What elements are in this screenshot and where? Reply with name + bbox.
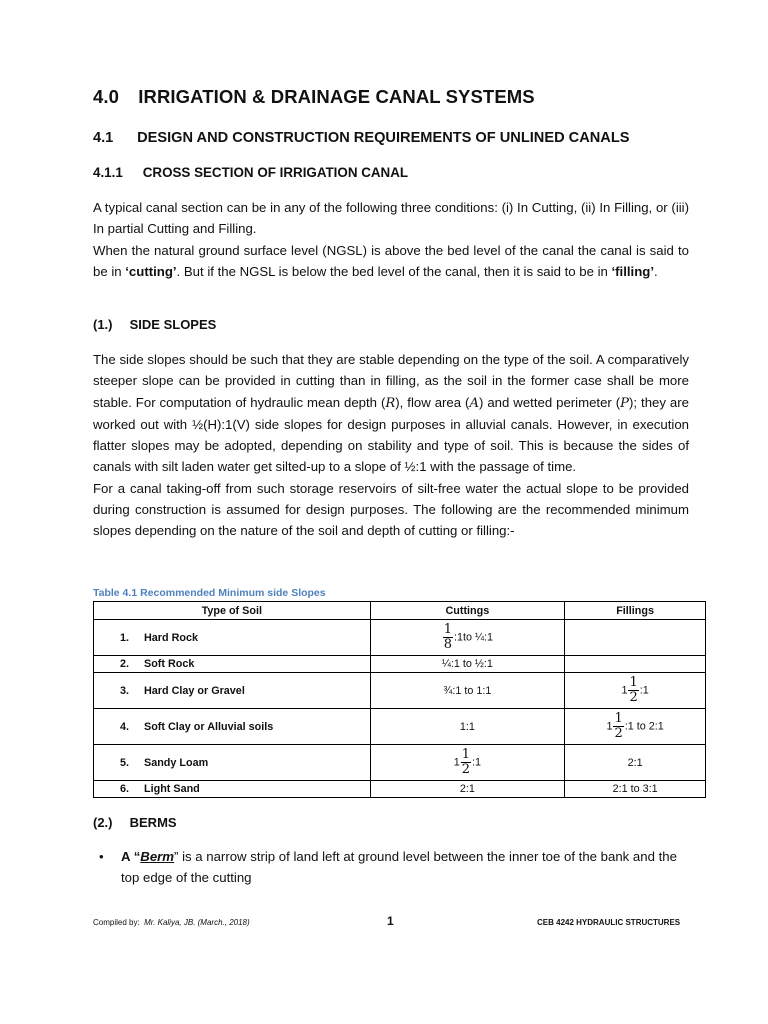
cuttings-value: :1 bbox=[472, 756, 482, 769]
fraction-numerator: 1 bbox=[461, 747, 470, 762]
fillings-cell bbox=[565, 656, 706, 673]
soil-cell bbox=[94, 673, 371, 709]
side-slopes-heading bbox=[93, 317, 216, 332]
row-number: 2. bbox=[120, 658, 130, 670]
heading-number: 4.0 bbox=[93, 86, 120, 107]
soil-type: Hard Clay or Gravel bbox=[144, 684, 245, 697]
fraction-denominator: 2 bbox=[461, 762, 470, 777]
table-row bbox=[94, 781, 706, 798]
cuttings-cell bbox=[370, 745, 565, 781]
header-cuttings: Cuttings bbox=[370, 602, 565, 620]
berm-text-a: A “ bbox=[121, 849, 141, 864]
mixed-whole: 1 bbox=[606, 720, 613, 733]
subsection-number: 4.1.1 bbox=[93, 165, 123, 180]
fillings-cell bbox=[565, 709, 706, 745]
side-slopes-text-a: The side slopes should be such that they are stable depending on the type of the soil. A comparatively steeper slope can be provided in cutting than in filling, as the soil in the former case shall be more stable. For computation of hydraulic mean depth ( bbox=[93, 352, 689, 410]
fraction bbox=[443, 623, 453, 652]
compiled-label: Compiled by: bbox=[93, 918, 140, 927]
fraction-numerator: 1 bbox=[629, 675, 638, 690]
soil-type: Sandy Loam bbox=[144, 756, 209, 769]
footer-compiled bbox=[93, 918, 250, 927]
list-item bbox=[93, 846, 689, 889]
term-berm: Berm bbox=[140, 849, 175, 864]
slopes-table bbox=[93, 601, 706, 798]
symbol-a: A bbox=[469, 395, 479, 411]
section-number: 4.1 bbox=[93, 130, 114, 146]
soil-cell bbox=[94, 709, 371, 745]
side-slopes-text-c: ) and wetted perimeter ( bbox=[478, 394, 621, 410]
fillings-cell bbox=[565, 620, 706, 656]
soil-type: Soft Rock bbox=[144, 658, 195, 670]
fraction-denominator: 2 bbox=[629, 690, 638, 705]
berms-heading bbox=[93, 815, 177, 830]
subsection-heading bbox=[93, 165, 408, 180]
side-slopes-paragraph bbox=[93, 349, 689, 542]
table-row bbox=[94, 656, 706, 673]
footer-course: CEB 4242 HYDRAULIC STRUCTURES bbox=[537, 918, 681, 927]
symbol-p: P bbox=[620, 395, 630, 411]
table-caption: Table 4.1 Recommended Minimum side Slopes bbox=[93, 587, 326, 599]
fraction bbox=[613, 712, 623, 741]
subsection-text: CROSS SECTION OF IRRIGATION CANAL bbox=[142, 165, 409, 180]
heading-text: IRRIGATION & DRAINAGE CANAL SYSTEMS bbox=[138, 86, 535, 107]
soil-cell bbox=[94, 745, 371, 781]
cuttings-value: :1to ¼:1 bbox=[453, 631, 494, 644]
intro-text-2a: When the natural ground surface level (NGSL) is above the bed level of the canal the canal is said to be in bbox=[93, 242, 689, 279]
header-fillings: Fillings bbox=[565, 602, 706, 620]
cuttings-cell: 1:1 bbox=[370, 709, 565, 745]
fraction-numerator: 1 bbox=[443, 622, 452, 637]
fillings-cell: 2:1 bbox=[565, 745, 706, 781]
cuttings-cell: 2:1 bbox=[370, 781, 565, 798]
row-number: 3. bbox=[120, 684, 130, 697]
fillings-cell: 2:1 to 3:1 bbox=[565, 781, 706, 798]
symbol-r: R bbox=[385, 395, 396, 411]
side-slopes-text-b: ), flow area ( bbox=[395, 394, 470, 410]
mixed-whole: 1 bbox=[453, 756, 460, 769]
intro-text-2e: . bbox=[654, 263, 658, 279]
soil-type: Light Sand bbox=[144, 783, 200, 795]
row-number: 5. bbox=[120, 756, 130, 769]
fillings-cell bbox=[565, 673, 706, 709]
bullet-icon: • bbox=[99, 849, 104, 864]
page-number: 1 bbox=[387, 914, 394, 928]
term-cutting: ‘cutting’ bbox=[125, 263, 177, 279]
fillings-value: :1 to 2:1 bbox=[624, 720, 664, 733]
mixed-whole: 1 bbox=[621, 684, 628, 697]
compiled-by: Mr. Kaliya, JB. (March., 2018) bbox=[144, 918, 250, 927]
soil-type: Soft Clay or Alluvial soils bbox=[144, 720, 274, 733]
table-row bbox=[94, 709, 706, 745]
side-slopes-number: (1.) bbox=[93, 317, 113, 332]
soil-cell bbox=[94, 781, 371, 798]
berms-number: (2.) bbox=[93, 815, 113, 830]
cuttings-cell: ¼:1 to ½:1 bbox=[370, 656, 565, 673]
header-soil: Type of Soil bbox=[94, 602, 371, 620]
table-header-row bbox=[94, 602, 706, 620]
row-number: 6. bbox=[120, 783, 130, 795]
soil-type: Hard Rock bbox=[144, 631, 199, 644]
main-heading bbox=[93, 86, 535, 108]
section-heading bbox=[93, 130, 629, 146]
fraction bbox=[461, 748, 471, 777]
table-row bbox=[94, 745, 706, 781]
berm-text-b: ” is a narrow strip of land left at ground level between the inner toe of the bank and the top edge of the cutting bbox=[121, 849, 677, 886]
berms-list bbox=[93, 846, 689, 889]
soil-cell bbox=[94, 620, 371, 656]
side-slopes-text-2: For a canal taking-off from such storage reservoirs of silt-free water the actual slope to be provided during construction is assumed for design purposes. The following are the recommended minimum slopes depending on the nature of the soil and depth of cutting or filling:- bbox=[93, 480, 689, 539]
table-row bbox=[94, 673, 706, 709]
row-number: 1. bbox=[120, 631, 130, 644]
intro-text-1: A typical canal section can be in any of the following three conditions: (i) In Cutting, (ii) In Filling, or (iii) In partial Cutting and Filling. bbox=[93, 200, 689, 237]
section-text: DESIGN AND CONSTRUCTION REQUIREMENTS OF UNLINED CANALS bbox=[137, 130, 630, 146]
intro-text-2c: . But if the NGSL is below the bed level of the canal, then it is said to be in bbox=[176, 263, 612, 279]
fraction-numerator: 1 bbox=[614, 711, 623, 726]
row-number: 4. bbox=[120, 720, 130, 733]
berms-title: BERMS bbox=[129, 815, 177, 830]
cuttings-cell bbox=[370, 620, 565, 656]
fillings-value: :1 bbox=[639, 684, 649, 697]
intro-paragraph bbox=[93, 197, 689, 282]
cuttings-cell: ¾:1 to 1:1 bbox=[370, 673, 565, 709]
side-slopes-title: SIDE SLOPES bbox=[129, 317, 217, 332]
side-slopes-text-d: ); they are worked out with ½(H):1(V) side slopes for design purposes in alluvial canals. However, in execution flatter slopes may be adopted, depending on stability and type of soil. This is because the sides of canals with silt laden water get silted-up to a slope of ½:1 with the passage of time. bbox=[93, 394, 689, 475]
soil-cell bbox=[94, 656, 371, 673]
table-row bbox=[94, 620, 706, 656]
fraction-denominator: 8 bbox=[443, 637, 452, 652]
fraction bbox=[628, 676, 638, 705]
term-filling: ‘filling’ bbox=[611, 263, 654, 279]
fraction-denominator: 2 bbox=[614, 726, 623, 741]
